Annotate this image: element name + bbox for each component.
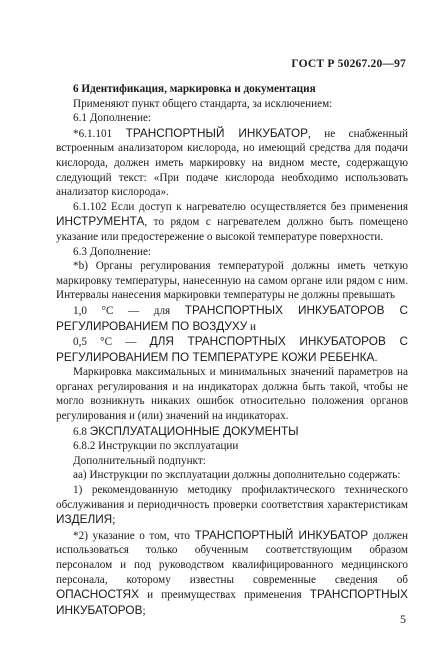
term: ИЗДЕЛИЯ xyxy=(56,512,113,527)
paragraph-aa: аа) Инструкции по эксплуатации должны дополнительно содержать: xyxy=(73,469,401,482)
page-number: 5 xyxy=(400,612,406,626)
term: ТРАНСПОРТНЫЙ ИНКУБАТОР xyxy=(194,527,369,542)
term: ТРАНСПОРТНЫХ ИНКУБАТОРОВ С РЕГУЛИРОВАНИЕМ ПО ВОЗДУХУ xyxy=(56,302,408,333)
addition-6-3: 6.3 Дополнение: xyxy=(73,245,152,258)
addition-6-1: 6.1 Дополнение: xyxy=(73,112,152,125)
standard-header: ГОСТ Р 50267.20—97 xyxy=(291,58,406,70)
interval-0-5 xyxy=(56,334,408,365)
text: 1,0 °С — для xyxy=(73,304,185,317)
paragraph-b: *b) Органы регулирования температурой должны иметь четкую маркировку температуры, нанесенную на самом органе или рядом с ним. Интервалы нанесения маркировки температуры не должны превышать xyxy=(56,260,408,302)
text: и преимуществах применения xyxy=(138,589,310,602)
text: , не снабженный встроенным анализатором кислорода, но имеющий средства для подачи кислорода, должен иметь маркировку на видном месте, содержащую следующий текст: «При подаче кислорода необходимо использовать анализатор кислорода». xyxy=(56,127,409,199)
text: 6.8 xyxy=(73,425,90,438)
marking-paragraph: Маркировка максимальных и минимальных значений параметров на органах регулирования и на индикаторах должна быть такой, чтобы не могло возникнуть никаких ошибок относительно положения органов регулирования и (или) значений на индикаторах. xyxy=(56,366,408,423)
interval-1-0 xyxy=(56,303,408,334)
term: ТРАНСПОРТНЫЙ ИНКУБАТОР xyxy=(125,125,309,140)
item-1 xyxy=(56,483,408,528)
additional-subclause: Дополнительный подпункт: xyxy=(73,454,206,467)
intro-paragraph: Применяют пункт общего стандарта, за исключением: xyxy=(73,97,333,110)
term: ДЛЯ ТРАНСПОРТНЫХ ИНКУБАТОРОВ С РЕГУЛИРОВАНИЕМ ПО ТЕМПЕРАТУРЕ КОЖИ РЕБЕНКА. xyxy=(56,334,408,364)
paragraph-6-1-102 xyxy=(56,200,408,245)
term: ТРАНСПОРТНЫХ ИНКУБАТОРОВ xyxy=(56,587,408,617)
document-body xyxy=(56,82,408,618)
section-6-8-2: 6.8.2 Инструкции по эксплуатации xyxy=(73,440,239,453)
term: ЭКСПЛУАТАЦИОННЫЕ ДОКУМЕНТЫ xyxy=(89,423,299,438)
item-2 xyxy=(56,528,408,619)
text: 1) рекомендованную методику профилактического технического обслуживания и периодичность проверки соответствия характеристикам xyxy=(56,484,408,511)
text: *2) указание о том, что xyxy=(73,529,195,542)
text: 6.1.102 Если доступ к нагревателю осуществляется без применения xyxy=(73,200,408,213)
text: и xyxy=(247,320,257,333)
text: должен использоваться только обученным соответствующим образом персоналом и под руководством квалифицированного медицинского персонала, которому известны современные сведения об xyxy=(56,529,408,586)
text: ; xyxy=(112,514,116,527)
text: , то рядом с нагревателем должно быть помещено указание или предостережение о высокой температуре поверхности. xyxy=(56,216,408,243)
text: *6.1.101 xyxy=(73,127,126,140)
section-title: 6 Идентификация, маркировка и документация xyxy=(73,83,316,95)
text: 0,5 °С — xyxy=(73,336,150,349)
section-6-8 xyxy=(56,424,408,440)
paragraph-6-1-101 xyxy=(56,126,408,200)
text: ; xyxy=(142,604,146,617)
term: ИНСТРУМЕНТА xyxy=(56,214,145,229)
term: ОПАСНОСТЯХ xyxy=(56,587,139,602)
